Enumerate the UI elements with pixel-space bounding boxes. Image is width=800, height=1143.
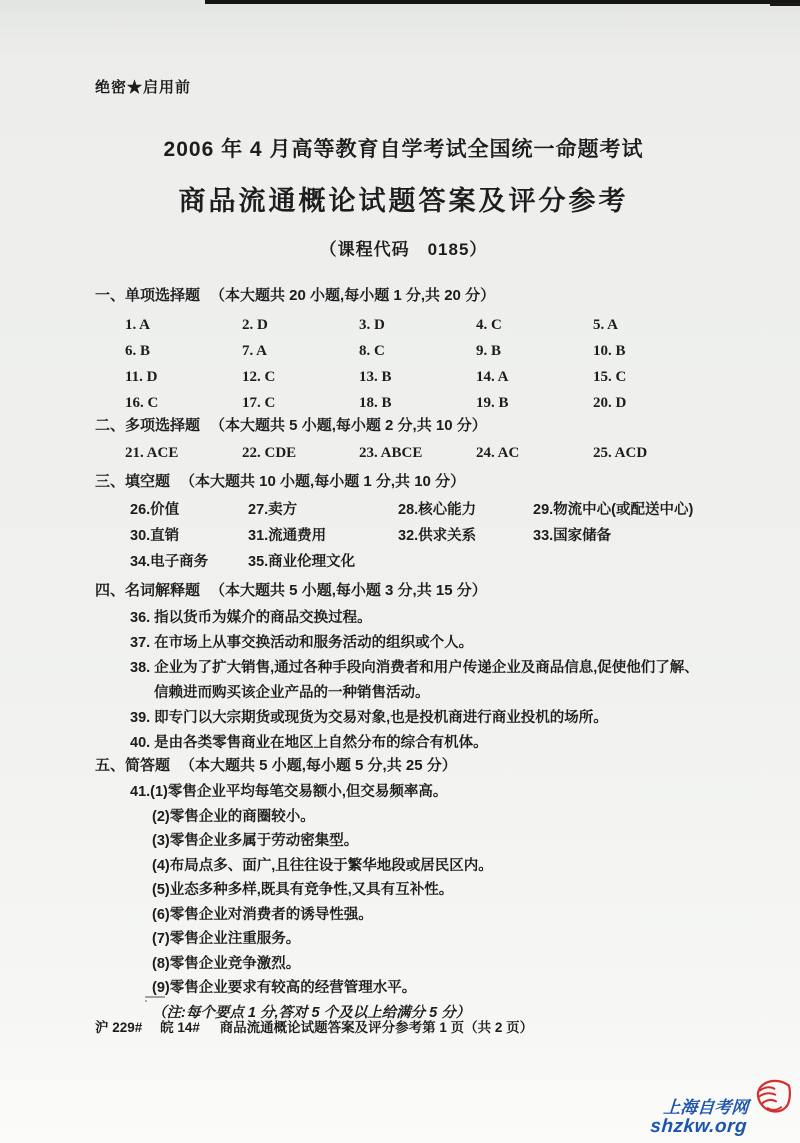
section-title: 五、简答题	[95, 757, 171, 774]
section-points-note: （本大题共 5 小题,每小题 3 分,共 15 分）	[210, 582, 487, 599]
footer-page-label: 商品流通概论试题答案及评分参考第 1 页（共 2 页）	[219, 1020, 534, 1035]
region-code-anhui: 皖 14#	[160, 1020, 200, 1035]
short-answer-item: (5)业态多种多样,既具有竞争性,又具有互补性。	[152, 882, 454, 898]
answer-item: 32.供求关系	[398, 528, 477, 544]
fist-icon	[750, 1078, 792, 1123]
answer-item: 13. B	[359, 369, 392, 385]
single-choice-answer-grid	[95, 312, 712, 416]
answer-item: 3. D	[359, 317, 385, 333]
scan-smudge	[145, 996, 165, 1002]
answer-item: 23. ABCE	[359, 445, 423, 461]
section-points-note: （本大题共 10 小题,每小题 1 分,共 10 分）	[180, 473, 466, 490]
short-answer-item: (6)零售企业对消费者的诱导性强。	[152, 906, 373, 923]
answer-item: 17. C	[242, 395, 276, 411]
section-title: 二、多项选择题	[95, 417, 201, 434]
short-answer-item: (4)布局点多、面广,且往往设于繁华地段或居民区内。	[152, 857, 493, 874]
answer-item: 30.直销	[130, 528, 180, 544]
answer-item: 12. C	[242, 369, 276, 385]
section-points-note: （本大题共 20 小题,每小题 1 分,共 20 分）	[210, 287, 496, 304]
scoring-note: （注:每个要点 1 分,答对 5 个及以上给满分 5 分）	[152, 1004, 471, 1021]
answer-item: 24. AC	[476, 445, 520, 461]
short-answer-list	[95, 780, 712, 1025]
answer-item: 21. ACE	[125, 445, 179, 461]
answer-item: 35.商业伦理文化	[248, 554, 356, 570]
answer-key-title: 商品流通概论试题答案及评分参考	[178, 186, 629, 216]
answer-item: 6. B	[125, 343, 151, 359]
answer-item: 25. ACD	[593, 445, 648, 461]
answer-item: 20. D	[593, 395, 627, 411]
answer-item: 8. C	[359, 343, 385, 359]
answer-item: 2. D	[242, 317, 268, 333]
section-title: 三、填空题	[95, 473, 171, 490]
region-code-shanghai: 沪 229#	[95, 1020, 143, 1035]
answer-item: 33.国家储备	[533, 528, 612, 544]
definition-item: 40. 是由各类零售商业在地区上自然分布的综合有机体。	[130, 735, 488, 751]
answer-item: 1. A	[125, 317, 151, 333]
definition-item: 39. 即专门以大宗期货或现货为交易对象,也是投机商进行商业投机的场所。	[130, 710, 608, 726]
section-heading-multiple-choice	[95, 416, 712, 436]
watermark-text	[650, 1099, 749, 1137]
answer-item: 10. B	[593, 343, 626, 359]
section-points-note: （本大题共 5 小题,每小题 2 分,共 10 分）	[210, 417, 487, 434]
section-heading-single-choice	[95, 286, 712, 306]
short-answer-item: (2)零售企业的商圈较小。	[152, 808, 315, 825]
page-content	[95, 0, 712, 1025]
site-url: shzkw.org	[649, 1116, 749, 1138]
short-answer-item: (8)零售企业竞争激烈。	[152, 955, 301, 972]
answer-item: 19. B	[476, 395, 509, 411]
section-title: 一、单项选择题	[95, 287, 201, 304]
short-answer-item: 41.(1)零售企业平均每笔交易额小,但交易频率高。	[130, 784, 448, 800]
course-code: （课程代码 0185）	[319, 240, 488, 259]
answer-item: 14. A	[476, 369, 509, 385]
answer-item: 26.价值	[130, 502, 180, 518]
short-answer-item: (3)零售企业多属于劳动密集型。	[152, 833, 359, 849]
answer-item: 31.流通费用	[248, 528, 327, 544]
site-name: 上海自考网	[663, 1098, 750, 1118]
answer-item: 27.卖方	[248, 502, 298, 518]
section-title: 四、名词解释题	[95, 582, 201, 599]
section-points-note: （本大题共 5 小题,每小题 5 分,共 25 分）	[180, 757, 457, 774]
short-answer-item: (9)零售企业要求有较高的经营管理水平。	[152, 980, 417, 996]
answer-item: 22. CDE	[242, 445, 297, 461]
security-label: 绝密★启用前	[95, 79, 192, 96]
answer-item: 11. D	[125, 369, 158, 385]
answer-item: 29.物流中心(或配送中心)	[533, 502, 694, 518]
definition-item: 38. 企业为了扩大销售,通过各种手段向消费者和用户传递企业及商品信息,促使他们了解、信赖进而购买该企业产品的一种销售活动。	[130, 660, 699, 701]
watermark	[651, 1078, 792, 1137]
section-heading-term-definition	[95, 581, 712, 601]
answer-item: 4. C	[476, 317, 502, 333]
answer-item: 16. C	[125, 395, 159, 411]
definition-item: 37. 在市场上从事交换活动和服务活动的组织或个人。	[130, 635, 474, 651]
section-heading-short-answer	[95, 756, 712, 776]
answer-item: 18. B	[359, 395, 392, 411]
term-definition-list	[95, 606, 712, 756]
answer-item: 9. B	[476, 343, 502, 359]
definition-item: 36. 指以货币为媒介的商品交换过程。	[130, 610, 372, 626]
section-heading-fill-blank	[95, 472, 712, 492]
short-answer-item: (7)零售企业注重服务。	[152, 931, 301, 947]
exam-title: 2006 年 4 月高等教育自学考试全国统一命题考试	[163, 138, 644, 161]
answer-item: 5. A	[593, 317, 619, 333]
multiple-choice-answer-grid	[95, 440, 712, 466]
answer-item: 15. C	[593, 369, 627, 385]
answer-item: 7. A	[242, 343, 268, 359]
answer-item: 34.电子商务	[130, 554, 209, 570]
page-footer	[95, 1016, 533, 1036]
fill-blank-answer-grid	[95, 497, 712, 575]
answer-item: 28.核心能力	[398, 502, 477, 518]
